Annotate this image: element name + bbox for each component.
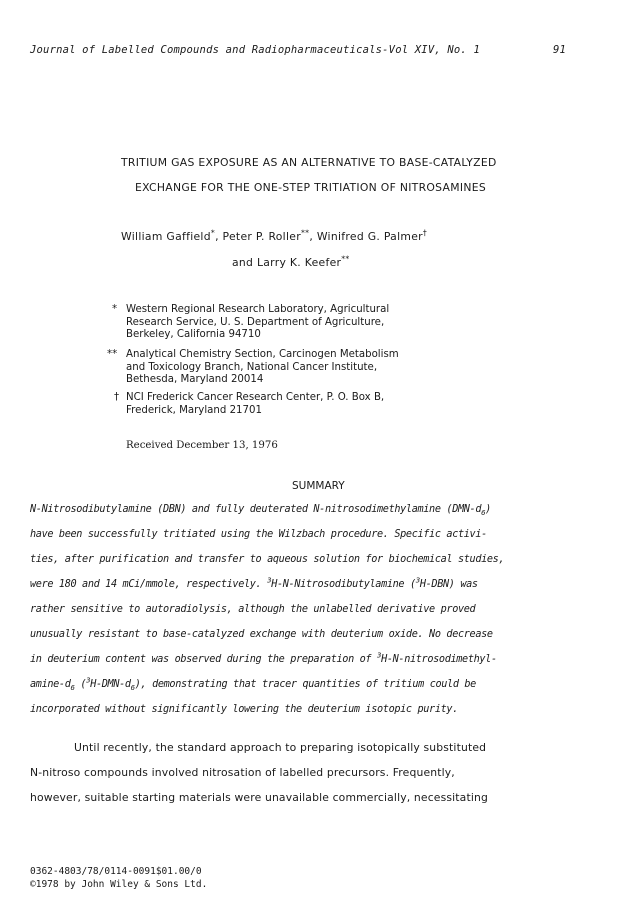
- article-title-line-1: TRITIUM GAS EXPOSURE AS AN ALTERNATIVE TO BASE-CATALYZED: [121, 156, 497, 169]
- summary-line: in deuterium content was observed during the preparation of $^3$H-N-nitrosodimethyl-: [30, 650, 497, 665]
- body-line: however, suitable starting materials were unavailable commercially, necessitating: [30, 791, 488, 804]
- summary-heading: SUMMARY: [292, 480, 345, 492]
- summary-line: N-Nitrosodibutylamine (DBN) and fully deuterated N-nitrosodimethylamine $(DMN-d_6)$: [30, 504, 491, 518]
- footer-copyright: ©1978 by John Wiley & Sons Ltd.: [30, 879, 208, 890]
- summary-line: have been successfully tritiated using the Wilzbach procedure. Specific activi-: [30, 529, 487, 540]
- summary-line: rather sensitive to autoradiolysis, although the unlabelled derivative proved: [30, 604, 476, 615]
- affiliation-3: † NCI Frederick Cancer Research Center, P. O. Box B, Frederick, Maryland 21701: [114, 392, 385, 416]
- affiliation-1: * Western Regional Research Laboratory, Agricultural Research Service, U. S. Department of Agriculture, Berkeley, California 94710: [112, 304, 390, 340]
- affiliation-mark: **: [107, 349, 118, 360]
- author-gaffield: William Gaffield: [121, 230, 211, 243]
- body-line: N-nitroso compounds involved nitrosation of labelled precursors. Frequently,: [30, 766, 455, 779]
- author-mark: **: [300, 228, 310, 238]
- article-title-line-2: EXCHANGE FOR THE ONE-STEP TRITIATION OF NITROSAMINES: [135, 181, 486, 194]
- received-date: Received December 13, 1976: [126, 440, 278, 451]
- author-keefer: Larry K. Keefer: [256, 256, 342, 269]
- journal-running-header: Journal of Labelled Compounds and Radiopharmaceuticals-Vol XIV, No. 1: [30, 44, 480, 56]
- author-palmer: Winifred G. Palmer: [316, 230, 423, 243]
- footer-code: 0362-4803/78/0114-0091$01.00/0: [30, 866, 202, 877]
- affiliation-mark: *: [112, 304, 118, 315]
- page-number: 91: [553, 44, 567, 56]
- author-line-1: William Gaffield*, Peter P. Roller**, Winifred G. Palmer†: [121, 228, 428, 243]
- summary-line: ties, after purification and transfer to aqueous solution for biochemical studies,: [30, 554, 505, 565]
- author-mark: **: [341, 254, 350, 264]
- affiliation-2: ** Analytical Chemistry Section, Carcinogen Metabolism and Toxicology Branch, National Cancer Institute, Bethesda, Maryland 20014: [107, 349, 399, 385]
- affiliation-mark: †: [114, 392, 120, 403]
- author-line-2: and Larry K. Keefer**: [232, 254, 350, 269]
- summary-line: incorporated without significantly lowering the deuterium isotopic purity.: [30, 704, 458, 715]
- author-mark: *: [210, 228, 216, 238]
- author-roller: Peter P. Roller: [222, 230, 301, 243]
- summary-line: amine-$d_6$ $(^3H-DMN-d_6)$, demonstrating that tracer quantities of tritium could be: [30, 675, 476, 693]
- summary-line: were 180 and 14 mCi/mmole, respectively. $^3$H-N-Nitrosodibutylamine ($^3$H-DBN) was: [30, 575, 478, 590]
- body-line: Until recently, the standard approach to preparing isotopically substituted: [74, 741, 487, 754]
- author-mark: †: [422, 228, 428, 238]
- summary-line: unusually resistant to base-catalyzed exchange with deuterium oxide. No decrease: [30, 629, 493, 640]
